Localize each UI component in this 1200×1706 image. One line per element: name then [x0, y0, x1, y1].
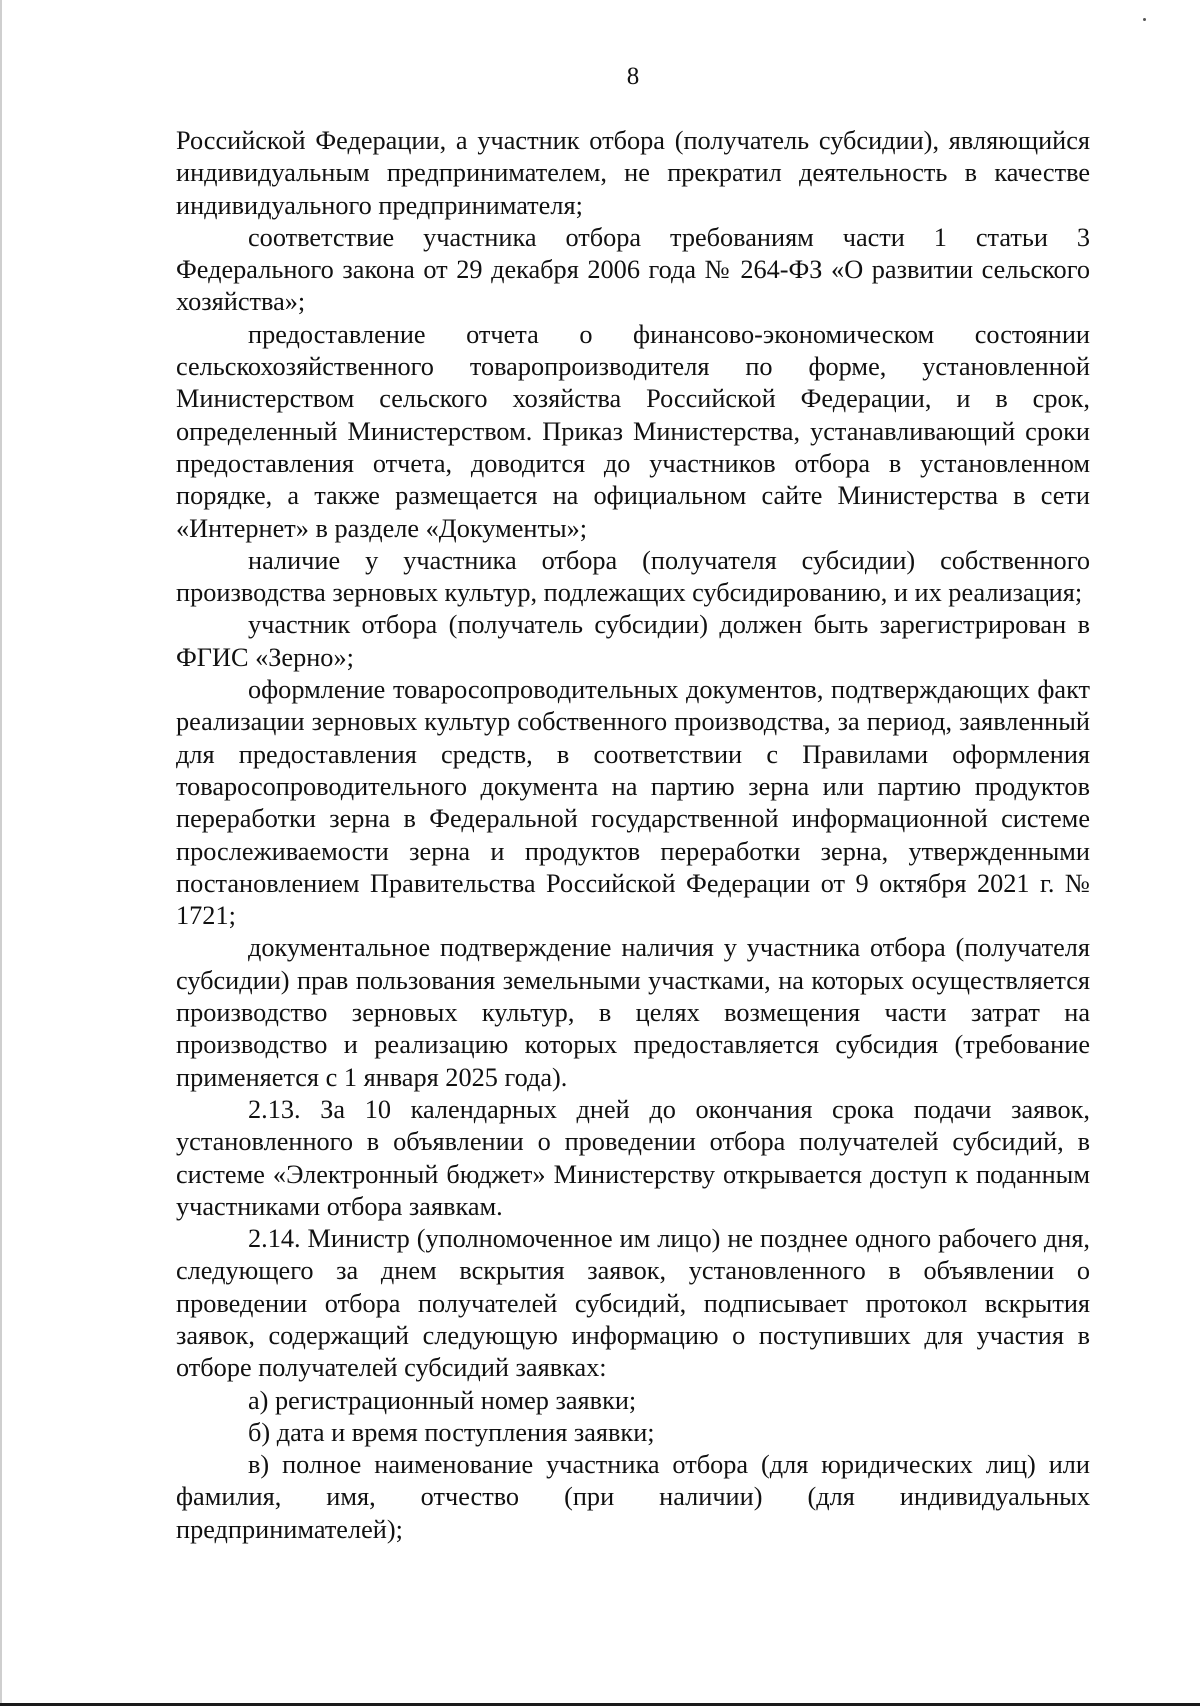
paragraph: предоставление отчета о финансово-экономическом состоянии сельскохозяйственного товаропроизводителя по форме, установленной Министерством сельского хозяйства Российской Федерации, и в срок, определенный Министерством. Приказ Министерства, устанавливающий сроки предоставления отчета, доводится до участников отбора в установленном порядке, а также размещается на официальном сайте Министерства в сети «Интернет» в разделе «Документы»; — [176, 319, 1090, 543]
list-item-v: в) полное наименование участника отбора (для юридических лиц) или фамилия, имя, отчество (при наличии) (для индивидуальных предпринимателей); — [176, 1450, 1090, 1544]
paragraph: оформление товаросопроводительных документов, подтверждающих факт реализации зерновых культур собственного производства, за период, заявленный для предоставления средств, в соответствии с Правилами оформления товаросопроводительного документа на партию зерна или партию продуктов переработки зерна в Федеральной государственной информационной системе прослеживаемости зерна и продуктов переработки зерна, утвержденными постановлением Правительства Российской Федерации от 9 октября 2021 г. № 1721; — [176, 675, 1090, 931]
list-item-b: б) дата и время поступления заявки; — [248, 1417, 655, 1447]
scan-speck — [1143, 18, 1146, 21]
paragraph: участник отбора (получатель субсидии) должен быть зарегистрирован в ФГИС «Зерно»; — [176, 610, 1090, 672]
paragraph: соответствие участника отбора требованиям части 1 статьи 3 Федерального закона от 29 декабря 2006 года № 264-ФЗ «О развитии сельского хозяйства»; — [176, 222, 1090, 317]
paragraph: документальное подтверждение наличия у участника отбора (получателя субсидии) прав пользования земельными участками, на которых осуществляется производство зерновых культур, в целях возмещения части затрат на производство и реализацию которых предоставляется субсидия (требование применяется с 1 января 2025 года). — [176, 933, 1090, 1092]
paragraph: наличие у участника отбора (получателя субсидии) собственного производства зерновых культур, подлежащих субсидированию, и их реализация; — [176, 545, 1090, 608]
page-number: 8 — [626, 63, 640, 90]
document-body — [176, 125, 1090, 1546]
paragraph: Российской Федерации, а участник отбора (получатель субсидии), являющийся индивидуальным предпринимателем, не прекратил деятельность в качестве индивидуального предпринимателя; — [176, 126, 1090, 220]
scan-left-edge — [0, 0, 2, 1706]
section-2-13-paragraph: 2.13. За 10 календарных дней до окончания срока подачи заявок, установленного в объявлении о проведении отбора получателей субсидий, в системе «Электронный бюджет» Министерству открывается доступ к поданным участниками отбора заявкам. — [176, 1094, 1090, 1221]
list-item-a: а) регистрационный номер заявки; — [248, 1385, 637, 1415]
section-2-14-paragraph: 2.14. Министр (уполномоченное им лицо) не позднее одного рабочего дня, следующего за днем вскрытия заявок, установленного в объявлении о проведении отбора получателей субсидий, подписывает протокол вскрытия заявок, содержащий следующую информацию о поступивших для участия в отборе получателей субсидий заявках: — [176, 1224, 1090, 1383]
